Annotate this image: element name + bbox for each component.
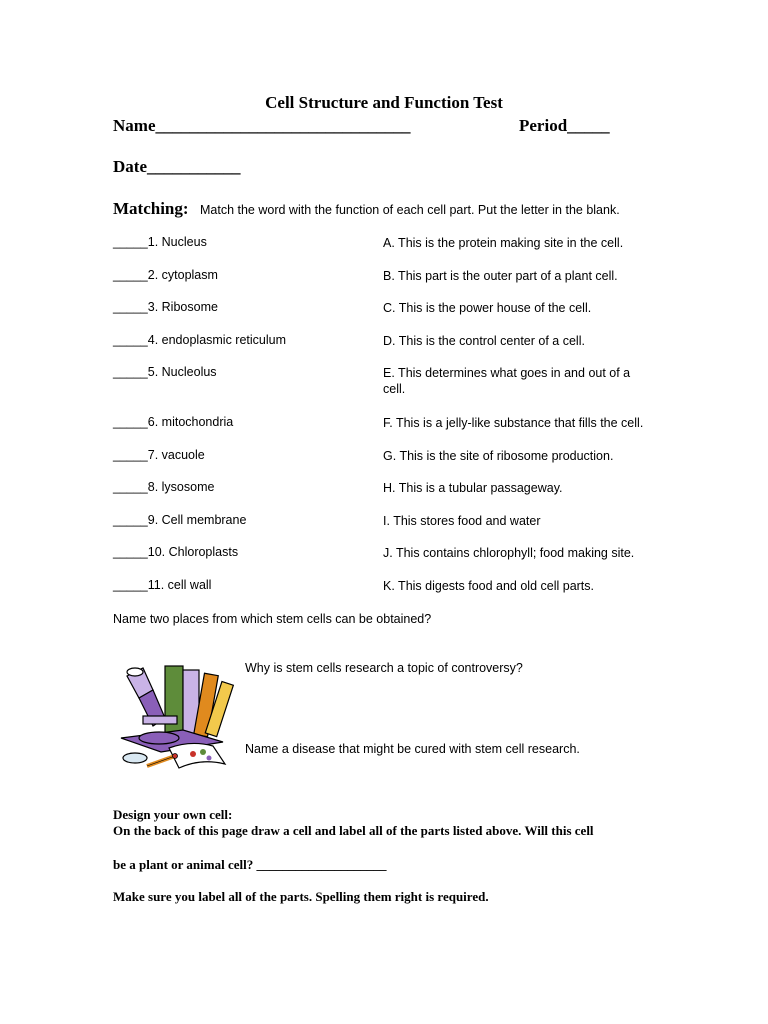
stem-cell-question-1: Name two places from which stem cells can be obtained?	[113, 612, 432, 626]
design-instruction-2[interactable]: be a plant or animal cell? ____________________	[113, 857, 387, 872]
matching-definition: A. This is the protein making site in the cell.	[383, 236, 624, 250]
matching-heading: Matching:	[113, 199, 189, 218]
matching-definition: D. This is the control center of a cell.	[383, 334, 585, 348]
matching-term[interactable]: _____1. Nucleus	[113, 235, 207, 249]
date-field[interactable]: Date___________	[113, 157, 241, 176]
matching-term[interactable]: _____11. cell wall	[113, 578, 212, 592]
matching-definition: H. This is a tubular passageway.	[383, 481, 563, 495]
matching-definition: B. This part is the outer part of a plant cell.	[383, 269, 618, 283]
design-instruction-1: On the back of this page draw a cell and label all of the parts listed above. Will this cell	[113, 823, 594, 838]
matching-definition: K. This digests food and old cell parts.	[383, 579, 594, 593]
matching-term[interactable]: _____7. vacuole	[113, 448, 205, 462]
matching-term[interactable]: _____4. endoplasmic reticulum	[113, 333, 287, 347]
period-field[interactable]: Period_____	[519, 116, 610, 135]
stem-cell-question-2: Why is stem cells research a topic of controversy?	[245, 661, 523, 675]
matching-term[interactable]: _____2. cytoplasm	[113, 268, 218, 282]
stem-cell-question-3: Name a disease that might be cured with stem cell research.	[245, 742, 580, 756]
design-instruction-3: Make sure you label all of the parts. Spelling them right is required.	[113, 889, 489, 904]
matching-definition: C. This is the power house of the cell.	[383, 301, 592, 315]
matching-definition: I. This stores food and water	[383, 514, 541, 528]
design-heading: Design your own cell:	[113, 807, 233, 822]
matching-definition: J. This contains chlorophyll; food making site.	[383, 546, 635, 560]
matching-definition: E. This determines what goes in and out of a cell.	[383, 366, 631, 396]
name-field[interactable]: Name______________________________	[113, 116, 411, 135]
matching-term[interactable]: _____8. lysosome	[113, 480, 215, 494]
matching-term[interactable]: _____9. Cell membrane	[113, 513, 247, 527]
matching-term[interactable]: _____5. Nucleolus	[113, 365, 217, 379]
matching-term[interactable]: _____6. mitochondria	[113, 415, 234, 429]
matching-term[interactable]: _____3. Ribosome	[113, 300, 218, 314]
microscope-books-icon	[113, 660, 238, 772]
page-title: Cell Structure and Function Test	[265, 93, 503, 112]
matching-instructions: Match the word with the function of each cell part. Put the letter in the blank.	[200, 203, 620, 217]
matching-definition: F. This is a jelly-like substance that fills the cell.	[383, 416, 644, 430]
matching-term[interactable]: _____10. Chloroplasts	[113, 545, 239, 559]
matching-definition: G. This is the site of ribosome production.	[383, 449, 614, 463]
